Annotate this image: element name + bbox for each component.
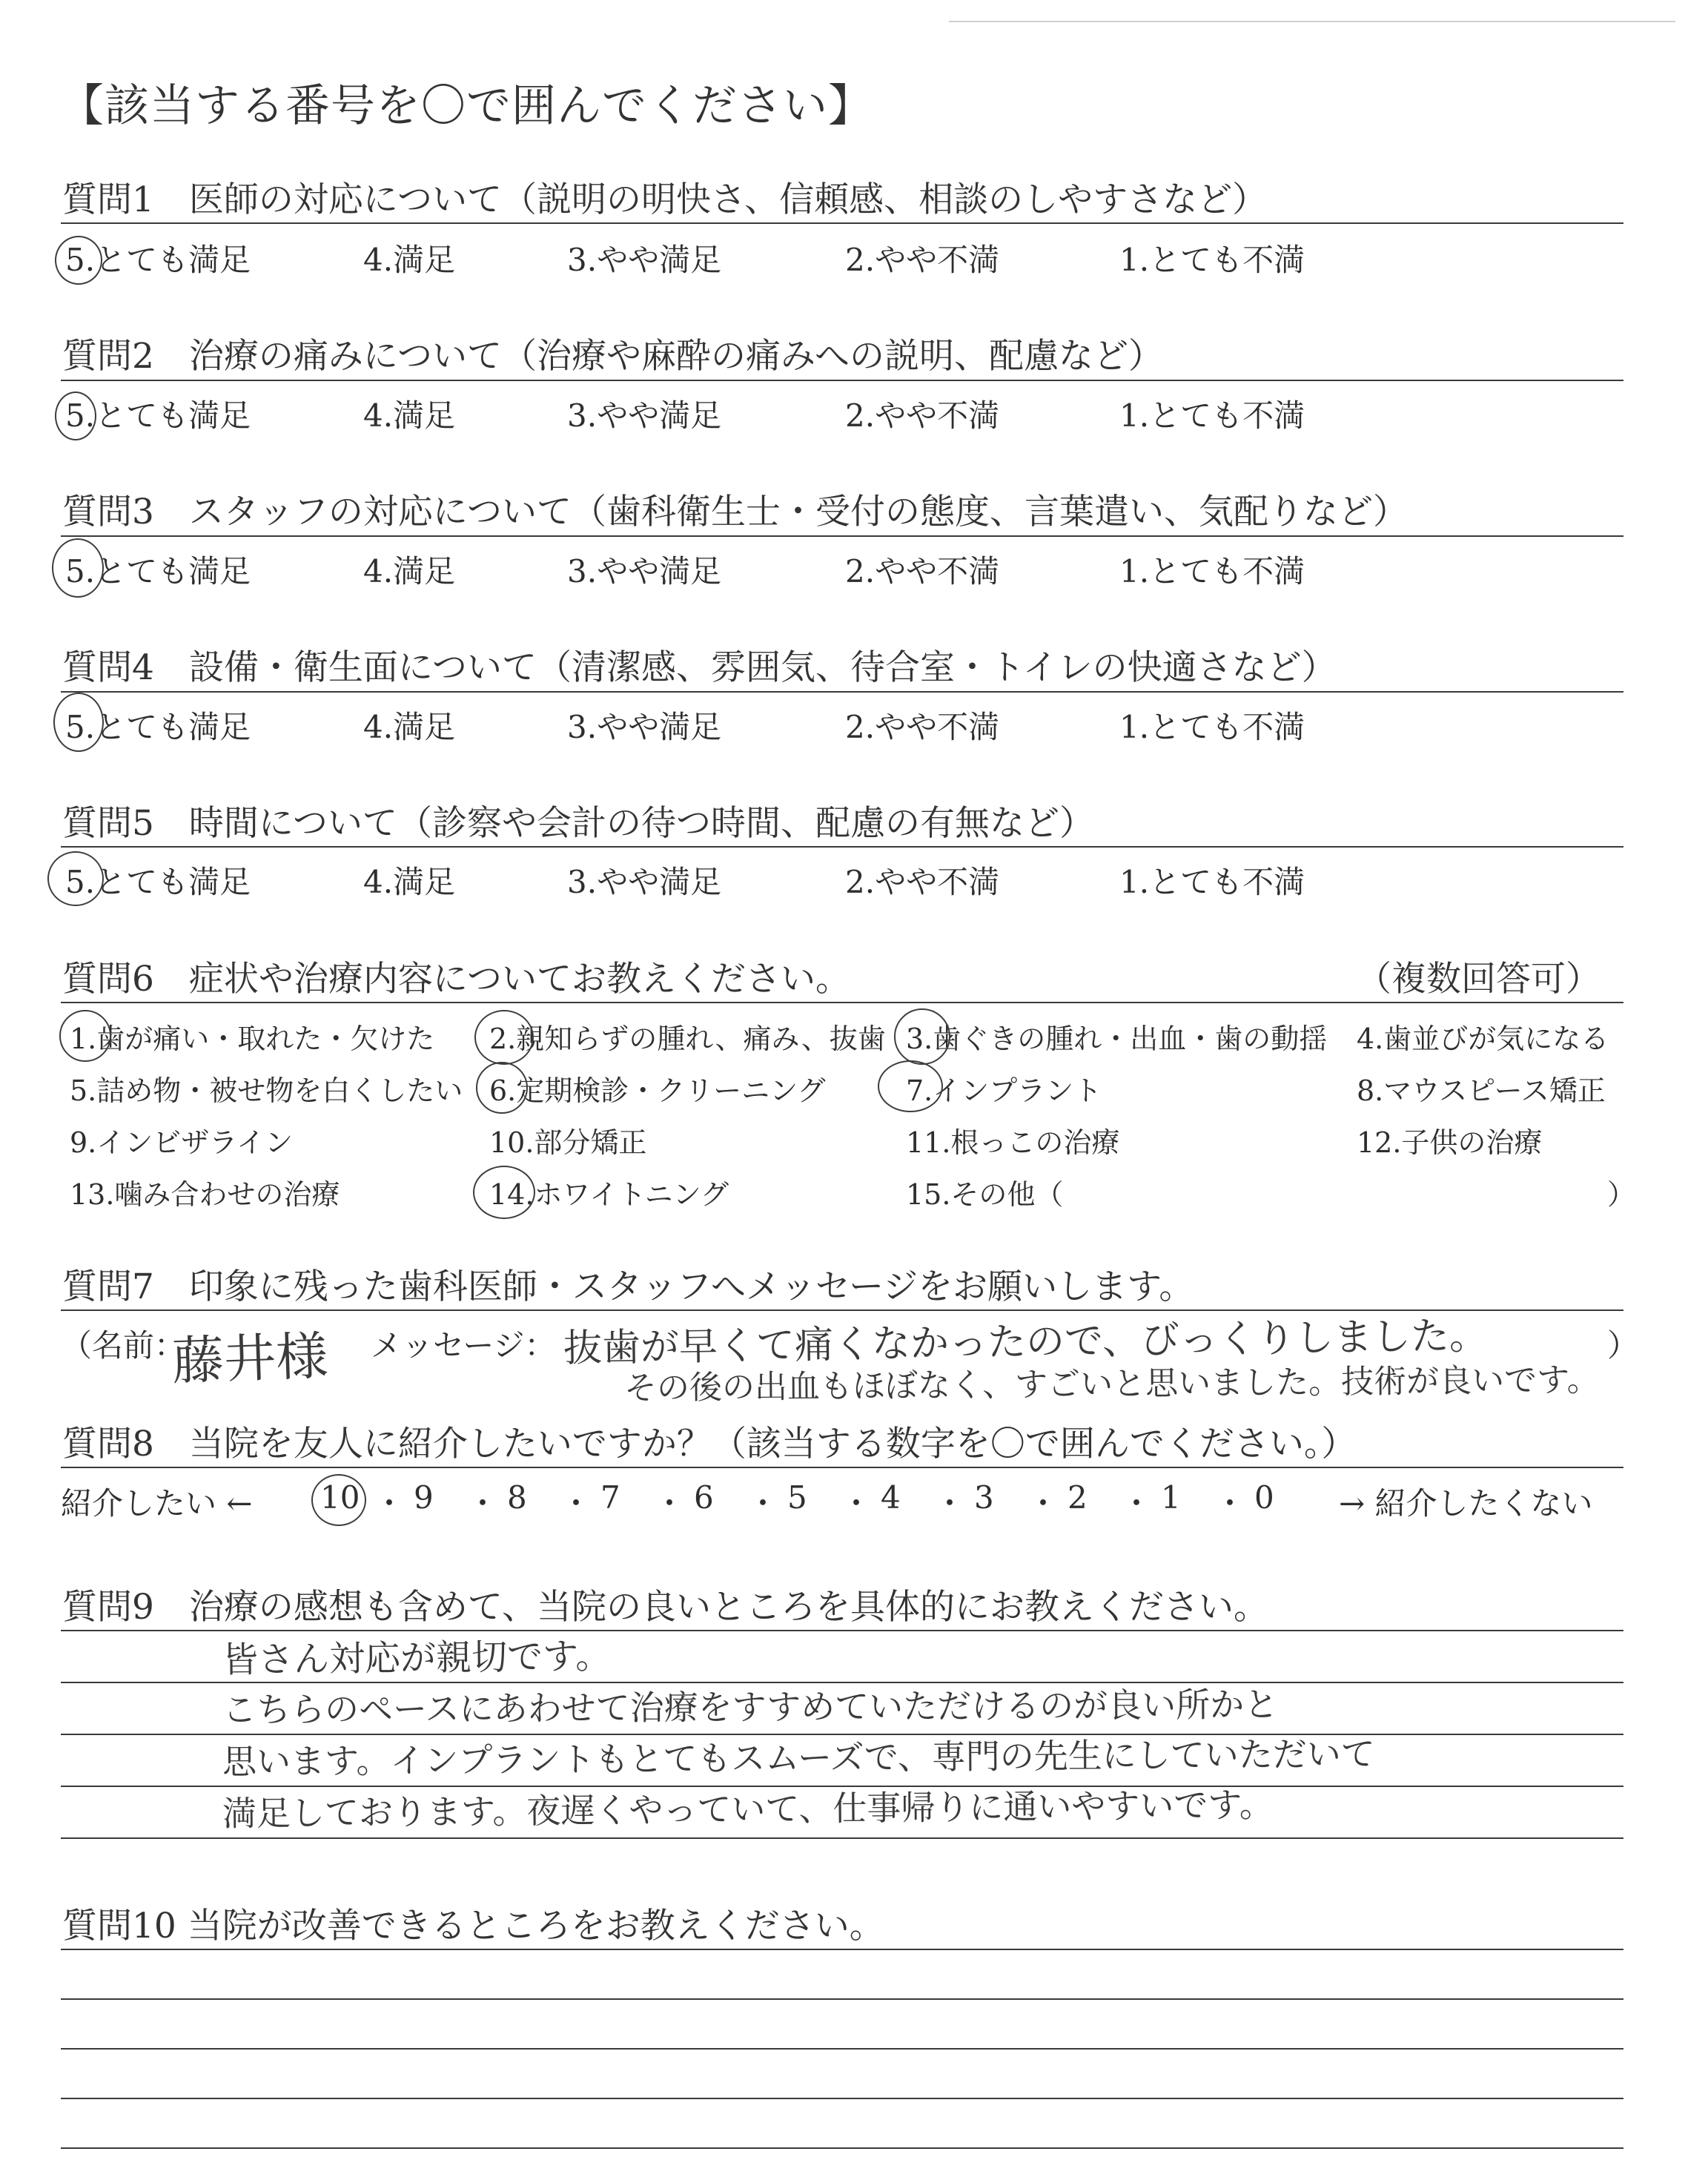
q6-circle-7 (878, 1060, 943, 1112)
q8-scale-10[interactable]: 10 (320, 1479, 360, 1516)
q8-scale-2[interactable]: 2 (1068, 1479, 1088, 1516)
q2-option-3[interactable]: 3.やや満足 (567, 397, 722, 434)
q8-scale-4[interactable]: 4 (881, 1479, 901, 1516)
q9-answer-line-1[interactable]: 皆さん対応が親切です。 (222, 1635, 612, 1681)
q3-option-4[interactable]: 4.満足 (363, 553, 456, 589)
q10-rule-3[interactable] (61, 2048, 1623, 2050)
q8-scale-separator: ・ (1214, 1485, 1246, 1522)
q3-rule (61, 535, 1623, 537)
q4-rule (61, 691, 1623, 693)
q6-item-11[interactable]: 11.根っこの治療 (906, 1126, 1120, 1159)
q6-circle-6 (476, 1062, 528, 1114)
q8-scale-7[interactable]: 7 (600, 1479, 620, 1516)
q6-item-3[interactable]: 3.歯ぐきの腫れ・出血・歯の動揺 (906, 1023, 1328, 1055)
q8-scale-8[interactable]: 8 (507, 1479, 527, 1516)
instruction-header: 【該当する番号を〇で囲んでください】 (59, 80, 873, 132)
q5-option-2[interactable]: 2.やや不満 (845, 864, 1000, 900)
q5-option-1[interactable]: 1.とても不満 (1119, 864, 1305, 900)
q6-item-12[interactable]: 12.子供の治療 (1357, 1126, 1543, 1159)
scan-edge-line (949, 21, 1675, 22)
q3-option-1[interactable]: 1.とても不満 (1119, 553, 1305, 589)
q9-rule-5 (61, 1837, 1623, 1839)
q1-selected-circle (55, 236, 102, 285)
q8-scale-1[interactable]: 1 (1161, 1479, 1181, 1516)
q2-option-1[interactable]: 1.とても不満 (1119, 397, 1305, 434)
q2-option-2[interactable]: 2.やや不満 (845, 397, 1000, 434)
q9-title: 質問9 治療の感想も含めて、当院の良いところを具体的にお教えください。 (62, 1587, 1268, 1628)
q3-selected-circle (52, 538, 104, 598)
q1-option-4[interactable]: 4.満足 (363, 242, 456, 278)
q6-item-7[interactable]: 7.インプラント (906, 1074, 1102, 1107)
q10-rule-1[interactable] (61, 1949, 1623, 1950)
q2-title: 質問2 治療の痛みについて（治療や麻酔の痛みへの説明、配慮など） (62, 336, 1164, 377)
q3-title: 質問3 スタッフの対応について（歯科衛生士・受付の態度、言葉遣い、気配りなど） (62, 492, 1408, 532)
q8-rule (61, 1467, 1623, 1468)
q6-item-6[interactable]: 6.定期検診・クリーニング (489, 1074, 826, 1107)
q6-item-9[interactable]: 9.インビザライン (70, 1126, 294, 1159)
q6-item-5[interactable]: 5.詰め物・被せ物を白くしたい (70, 1074, 463, 1107)
q5-option-3[interactable]: 3.やや満足 (567, 864, 722, 900)
q3-option-2[interactable]: 2.やや不満 (845, 553, 1000, 589)
q4-option-1[interactable]: 1.とても不満 (1119, 709, 1305, 745)
q6-item-8[interactable]: 8.マウスピース矯正 (1357, 1074, 1606, 1107)
q8-scale-separator: ・ (1027, 1485, 1059, 1522)
q2-selected-circle (55, 392, 96, 440)
q2-option-4[interactable]: 4.満足 (363, 397, 456, 434)
q8-left-label: 紹介したい ← (61, 1485, 253, 1522)
q1-option-3[interactable]: 3.やや満足 (567, 242, 722, 278)
q8-right-label: → 紹介したくない (1339, 1485, 1593, 1522)
q6-item-4[interactable]: 4.歯並びが気になる (1357, 1023, 1609, 1055)
q6-circle-3 (894, 1008, 950, 1065)
q5-rule (61, 846, 1623, 848)
q8-scale-separator: ・ (1121, 1485, 1153, 1522)
q6-item-2[interactable]: 2.親知らずの腫れ、痛み、抜歯 (489, 1023, 886, 1055)
q7-message-label: メッセージ： (371, 1327, 556, 1364)
q8-scale-separator: ・ (654, 1485, 686, 1522)
q8-scale-separator: ・ (841, 1485, 873, 1522)
q4-option-5[interactable]: 5.とても満足 (65, 709, 251, 745)
q1-option-2[interactable]: 2.やや不満 (845, 242, 1000, 278)
q4-title: 質問4 設備・衛生面について（清潔感、雰囲気、待合室・トイレの快適さなど） (62, 647, 1337, 688)
q10-rule-5[interactable] (61, 2147, 1623, 2149)
q8-scale-separator: ・ (747, 1485, 779, 1522)
q5-selected-circle (47, 851, 104, 906)
q8-scale-separator: ・ (934, 1485, 966, 1522)
q8-scale-3[interactable]: 3 (974, 1479, 994, 1516)
q1-title: 質問1 医師の対応について（説明の明快さ、信頼感、相談のしやすさなど） (62, 179, 1268, 220)
q6-item-14[interactable]: 14.ホワイトニング (489, 1178, 729, 1211)
q6-item-15[interactable]: 15.その他（ (906, 1178, 1064, 1211)
q9-answer-line-3[interactable]: 思います。インプラントもとてもスムーズで、専門の先生にしていただいて (222, 1734, 1375, 1782)
q7-title: 質問7 印象に残った歯科医師・スタッフへメッセージをお願いします。 (62, 1266, 1194, 1307)
q3-option-3[interactable]: 3.やや満足 (567, 553, 722, 589)
q2-rule (61, 380, 1623, 381)
q5-option-4[interactable]: 4.満足 (363, 864, 456, 900)
q7-message-line-2[interactable]: その後の出血もほぼなく、すごいと思いました。技術が良いです。 (623, 1361, 1600, 1407)
q6-circle-1 (59, 1010, 111, 1062)
q9-answer-line-2[interactable]: こちらのペースにあわせて治療をすすめていただけるのが良い所かと (222, 1684, 1279, 1730)
q1-rule (61, 222, 1623, 224)
q7-close-paren: ） (1607, 1327, 1639, 1364)
q5-title: 質問5 時間について（診察や会計の待つ時間、配慮の有無など） (62, 803, 1094, 844)
q7-message-line-1[interactable]: 抜歯が早くて痛くなかったので、びっくりしました。 (563, 1313, 1489, 1371)
q7-name-value[interactable]: 藤井様 (171, 1325, 329, 1392)
q6-item-15-close: ） (1607, 1178, 1636, 1211)
q10-rule-2[interactable] (61, 1998, 1623, 2000)
q6-note: （複数回答可） (1357, 959, 1601, 1000)
q2-option-5[interactable]: 5.とても満足 (65, 397, 251, 434)
q6-circle-14 (473, 1166, 535, 1219)
q8-scale-separator: ・ (560, 1485, 592, 1522)
q4-selected-circle (53, 693, 104, 752)
q7-name-label: （名前： (61, 1327, 186, 1364)
q9-answer-line-4[interactable]: 満足しております。夜遅くやっていて、仕事帰りに通いやすいです。 (222, 1784, 1274, 1834)
q6-rule (61, 1002, 1623, 1003)
q6-item-1[interactable]: 1.歯が痛い・取れた・欠けた (70, 1023, 435, 1055)
q8-selected-circle (311, 1474, 366, 1526)
q8-title: 質問8 当院を友人に紹介したいですか？（該当する数字を〇で囲んでください。） (62, 1424, 1357, 1464)
q6-item-13[interactable]: 13.噛み合わせの治療 (70, 1178, 340, 1211)
q8-scale-5[interactable]: 5 (787, 1479, 807, 1516)
q6-item-10[interactable]: 10.部分矯正 (489, 1126, 647, 1159)
q4-option-4[interactable]: 4.満足 (363, 709, 456, 745)
q8-scale-0[interactable]: 0 (1254, 1479, 1274, 1516)
q8-scale-separator: ・ (467, 1485, 499, 1522)
q6-title: 質問6 症状や治療内容についてお教えください。 (62, 959, 850, 1000)
q4-option-3[interactable]: 3.やや満足 (567, 709, 722, 745)
q10-rule-4[interactable] (61, 2098, 1623, 2099)
q8-scale-9[interactable]: 9 (414, 1479, 434, 1516)
q6-circle-2 (474, 1010, 534, 1065)
q8-scale-separator: ・ (374, 1485, 406, 1522)
q4-option-2[interactable]: 2.やや不満 (845, 709, 1000, 745)
q8-scale-6[interactable]: 6 (694, 1479, 714, 1516)
q10-title: 質問10 当院が改善できるところをお教えください。 (62, 1906, 884, 1946)
q5-option-5[interactable]: 5.とても満足 (65, 864, 251, 900)
q1-option-1[interactable]: 1.とても不満 (1119, 242, 1305, 278)
q1-option-5[interactable]: 5.とても満足 (65, 242, 251, 278)
q3-option-5[interactable]: 5.とても満足 (65, 553, 251, 589)
